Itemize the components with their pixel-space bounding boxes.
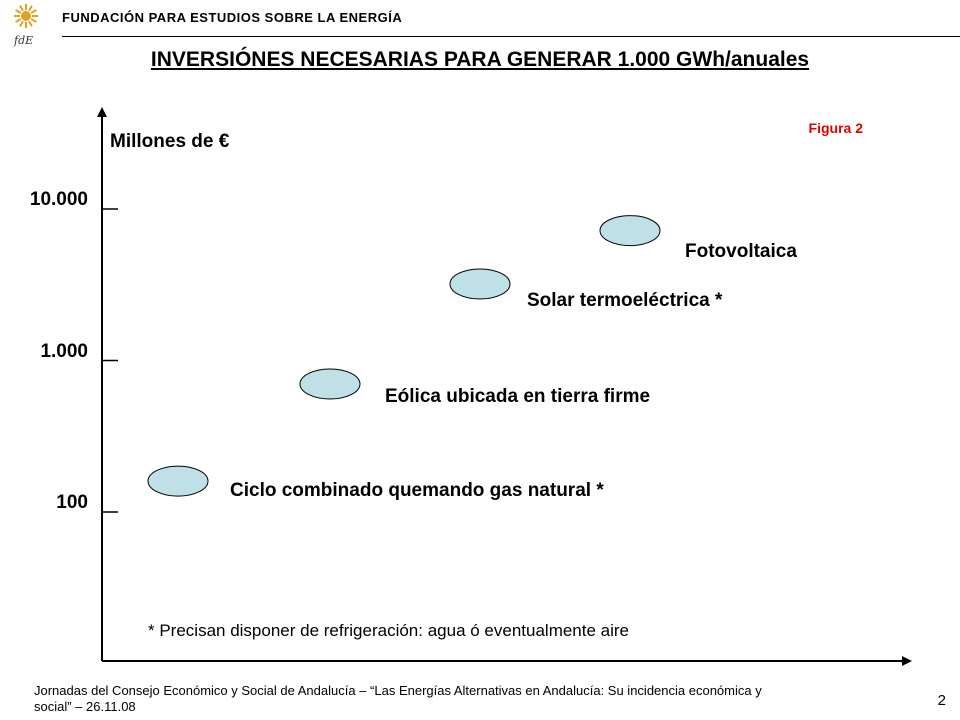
- y-tick-label: 10.000: [29, 189, 88, 210]
- y-axis-arrow: [97, 107, 107, 117]
- sun-logo-icon: [13, 4, 38, 47]
- x-axis-arrow: [902, 656, 912, 666]
- y-tick-label: 1.000: [40, 340, 88, 362]
- figure-label: Figura 2: [808, 120, 863, 136]
- data-point-marker: [450, 269, 510, 299]
- data-point-label: Solar termoeléctrica *: [527, 289, 723, 311]
- logo-text: fdE: [14, 34, 34, 47]
- data-point-marker: [600, 216, 660, 246]
- page-number: 2: [937, 692, 946, 709]
- organization-name: FUNDACIÓN PARA ESTUDIOS SOBRE LA ENERGÍA: [62, 10, 403, 25]
- footnote: * Precisan disponer de refrigeración: agua ó eventualmente aire: [148, 621, 630, 640]
- footer-text: Jornadas del Consejo Económico y Social de Andalucía – “Las Energías Alternativas en Andalucía: Su incidencia económica y social” – 26.11.08: [34, 683, 762, 714]
- header-divider: [62, 36, 960, 37]
- data-point-label: Ciclo combinado quemando gas natural *: [230, 480, 604, 502]
- data-point-label: Fotovoltaica: [685, 240, 797, 262]
- y-axis-label: Millones de €: [110, 131, 230, 152]
- data-point-marker: [300, 369, 360, 399]
- y-axis-ticks: [102, 209, 118, 512]
- data-markers: [148, 216, 660, 496]
- data-point-marker: [148, 466, 208, 496]
- data-point-label: Eólica ubicada en tierra firme: [385, 385, 651, 407]
- y-tick-label: 100: [56, 492, 88, 513]
- chart-title: INVERSIÓNES NECESARIAS PARA GENERAR 1.000 GWh/anuales: [150, 48, 810, 71]
